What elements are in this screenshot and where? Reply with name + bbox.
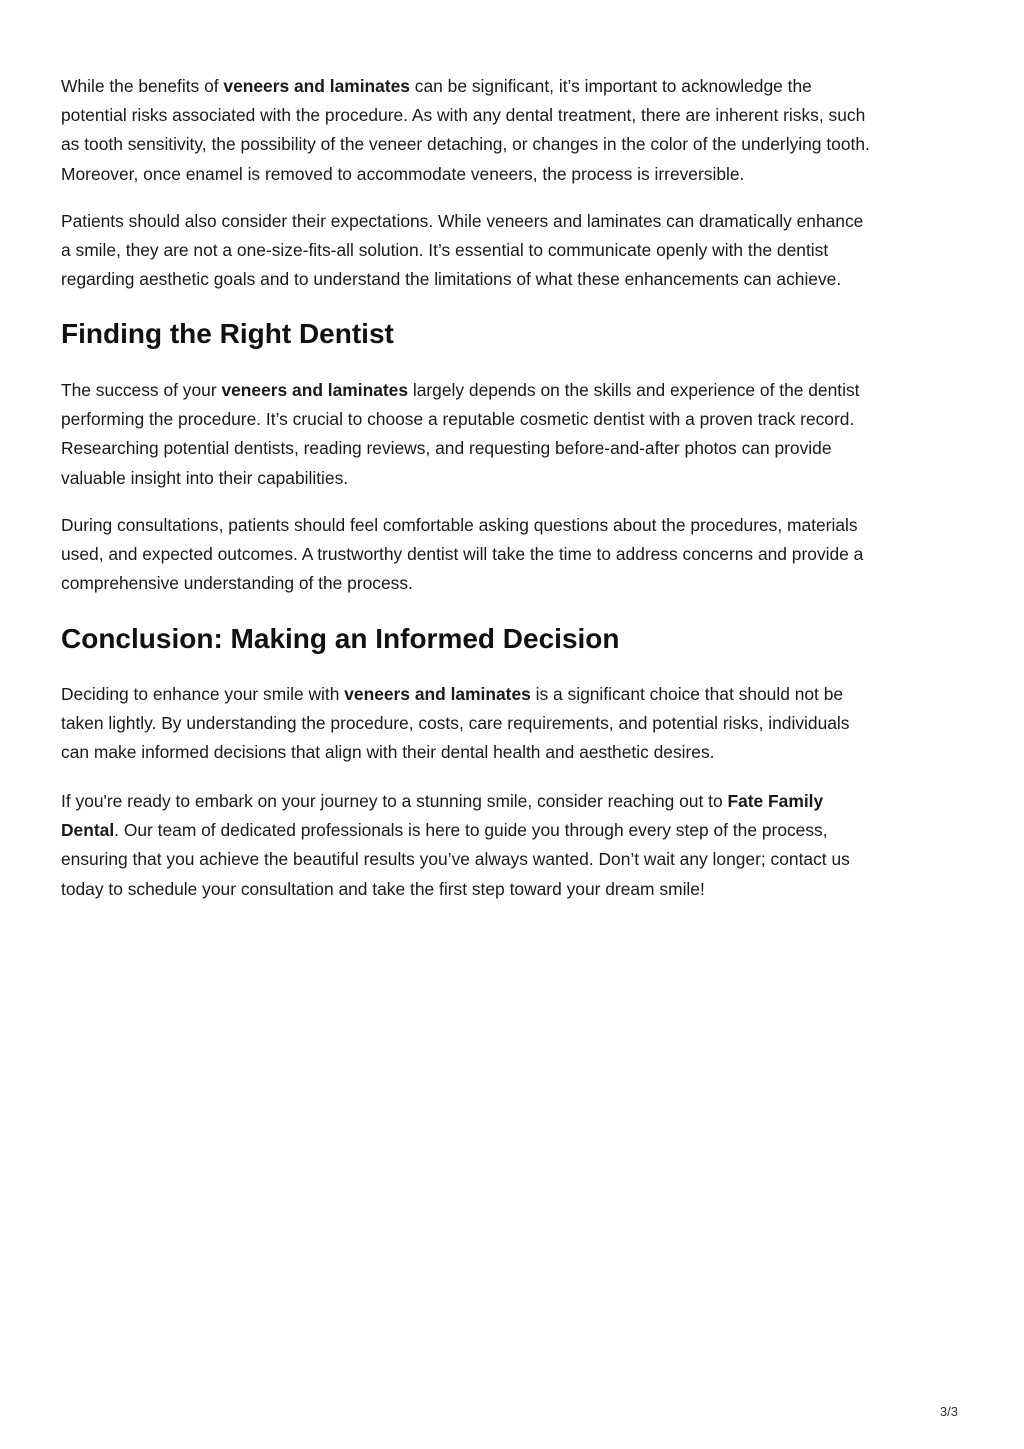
bold-term: veneers and laminates: [221, 380, 409, 400]
paragraph-deciding: [61, 680, 965, 768]
text-line: regarding aesthetic goals and to understand the limitations of what these enhancements can achieve.: [61, 269, 842, 290]
text-run: is a significant choice that should not be: [530, 684, 844, 704]
section-heading: Conclusion: Making an Informed Decision: [61, 623, 620, 654]
bold-brand-name: Dental: [61, 820, 115, 841]
text-line: [61, 816, 965, 845]
text-run: While the benefits of: [61, 76, 224, 96]
text-line: a smile, they are not a one-size-fits-all solution. It’s essential to communicate openly with the dentist: [61, 240, 829, 261]
page-number: 3/3: [939, 1404, 958, 1419]
text-line: [61, 72, 965, 101]
bold-brand-name: Fate Family: [727, 791, 824, 811]
bold-term: veneers and laminates: [223, 76, 410, 96]
section-heading-finding-dentist: [61, 316, 965, 352]
text-line: performing the procedure. It’s crucial to choose a reputable cosmetic dentist with a proven track record.: [61, 409, 855, 430]
text-line: comprehensive understanding of the process.: [61, 573, 413, 594]
text-line: valuable insight into their capabilities.: [61, 467, 349, 488]
section-heading: Finding the Right Dentist: [61, 318, 394, 349]
paragraph-consultations: [61, 511, 965, 599]
text-line: can make informed decisions that align with their dental health and aesthetic desires.: [61, 742, 715, 763]
text-line: Patients should also consider their expectations. While veneers and laminates can dramatically enhance: [61, 211, 864, 231]
paragraph-expectations: [61, 207, 965, 295]
text-line: During consultations, patients should feel comfortable asking questions about the procedures, materials: [61, 515, 858, 535]
text-run: can be significant, it’s important to acknowledge the: [409, 76, 812, 96]
text-run: . Our team of dedicated professionals is here to guide you through every step of the process,: [114, 820, 828, 841]
text-run: largely depends on the skills and experience of the dentist: [408, 380, 860, 400]
text-run: If you're ready to embark on your journey to a stunning smile, consider reaching out to: [61, 791, 728, 811]
bold-term: veneers and laminates: [344, 684, 531, 704]
text-line: [61, 787, 965, 816]
text-line: ensuring that you achieve the beautiful results you’ve always wanted. Don’t wait any longer; contact us: [61, 849, 850, 870]
text-line: today to schedule your consultation and take the first step toward your dream smile!: [61, 878, 705, 899]
text-line: [61, 680, 965, 709]
paragraph-risks: [61, 72, 965, 189]
paragraph-success: [61, 376, 965, 493]
text-line: taken lightly. By understanding the procedure, costs, care requirements, and potential risks, individuals: [61, 713, 850, 734]
text-line: as tooth sensitivity, the possibility of the veneer detaching, or changes in the color of the underlying tooth.: [61, 134, 870, 155]
text-line: used, and expected outcomes. A trustworthy dentist will take the time to address concerns and provide a: [61, 544, 864, 565]
text-line: potential risks associated with the procedure. As with any dental treatment, there are inherent risks, such: [61, 105, 866, 126]
text-run: Deciding to enhance your smile with: [61, 684, 345, 704]
text-line: Moreover, once enamel is removed to accommodate veneers, the process is irreversible.: [61, 163, 745, 184]
text-line: [61, 376, 965, 405]
text-line: Researching potential dentists, reading reviews, and requesting before-and-after photos can provide: [61, 438, 832, 459]
paragraph-call-to-action: [61, 787, 965, 904]
text-run: The success of your: [61, 380, 222, 400]
section-heading-conclusion: [61, 621, 965, 657]
